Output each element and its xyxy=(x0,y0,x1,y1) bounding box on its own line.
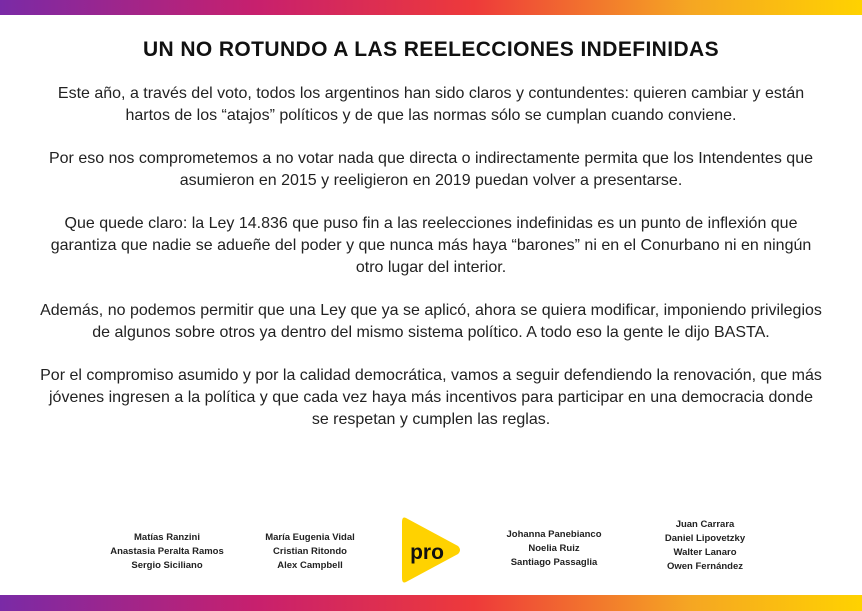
signatory-name: Sergio Siciliano xyxy=(131,560,203,571)
signatory-name: María Eugenia Vidal xyxy=(265,532,355,543)
paragraph-1: Este año, a través del voto, todos los argentinos han sido claros y contundentes: quieren cambiar y están hartos de los “atajos” políticos y de que las normas sólo se cumplan cuando conviene. xyxy=(57,85,805,124)
signatory-name: Juan Carrara xyxy=(675,519,735,530)
signatory-name: Owen Fernández xyxy=(666,561,743,572)
pro-party-logo-icon xyxy=(400,514,464,586)
page-title: UN NO ROTUNDO A LAS REELECCIONES INDEFINIDAS xyxy=(142,38,720,61)
signatory-name: Santiago Passaglia xyxy=(510,557,598,568)
signatories-group-1 xyxy=(92,531,242,573)
paragraph-3: Que quede claro: la Ley 14.836 que puso fin a las reelecciones indefinidas es un punto de inflexión que garantiza que nadie se adueñe del poder y que nunca más haya “barones” ni en el Conurbano ni en ningún otro lugar del interior. xyxy=(50,215,812,276)
logo-text: pro xyxy=(410,541,444,564)
signatory-name: Johanna Panebianco xyxy=(506,529,602,540)
signatories-group-3 xyxy=(484,528,624,570)
top-gradient-bar xyxy=(0,0,862,15)
signatories-group-2 xyxy=(240,531,380,573)
paragraph-2: Por eso nos comprometemos a no votar nada que directa o indirectamente permita que los Intendentes que asumieron en 2015 y reeligieron en 2019 puedan volver a presentarse. xyxy=(48,150,813,189)
bottom-gradient-bar xyxy=(0,595,862,611)
signatory-name: Anastasia Peralta Ramos xyxy=(110,546,224,557)
paragraph-4: Además, no podemos permitir que una Ley que ya se aplicó, ahora se quiera modificar, imponiendo privilegios de algunos sobre otros ya dentro del mismo sistema político. A todo eso la gente le dijo BASTA. xyxy=(40,302,822,341)
signatory-name: Matías Ranzini xyxy=(134,532,200,543)
signatories-group-4 xyxy=(630,518,780,574)
signatory-name: Cristian Ritondo xyxy=(273,546,347,557)
paragraph-5: Por el compromiso asumido y por la calidad democrática, vamos a seguir defendiendo la renovación, que más jóvenes ingresen a la política y que cada vez haya más incentivos para participar en una democracia donde se respetan y cumplen las reglas. xyxy=(40,367,822,428)
signatory-name: Alex Campbell xyxy=(277,560,343,571)
signatory-name: Noelia Ruiz xyxy=(528,543,580,554)
signatory-name: Daniel Lipovetzky xyxy=(664,533,746,544)
statement-body xyxy=(40,83,822,452)
signatory-name: Walter Lanaro xyxy=(673,547,737,558)
